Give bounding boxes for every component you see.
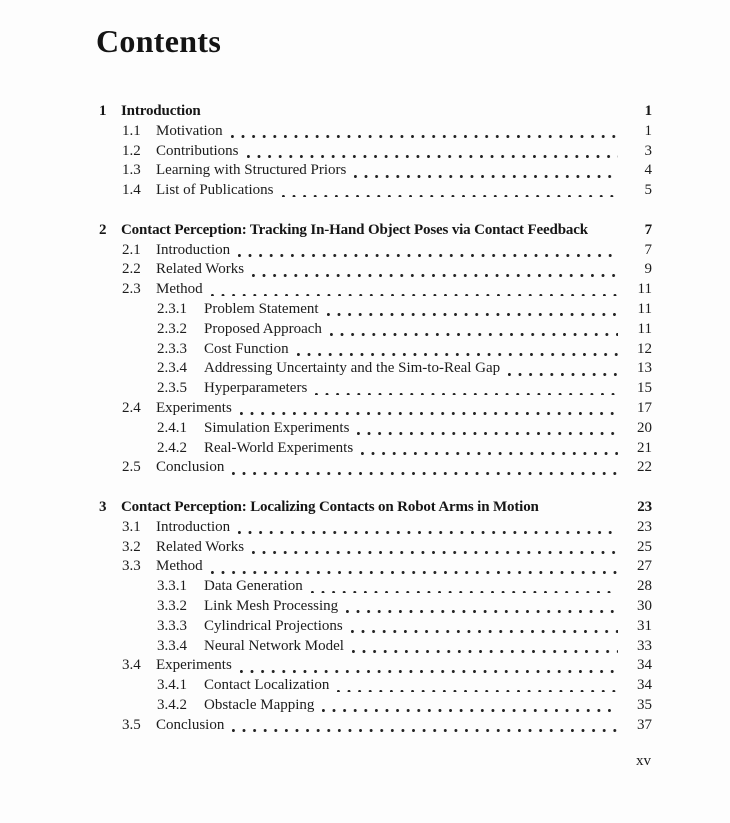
toc-chapter-heading-row <box>99 102 652 122</box>
toc-entry-row <box>99 637 652 657</box>
entry-number: 3.3.2 <box>157 597 187 614</box>
entry-title: Hyperparameters <box>204 380 308 397</box>
entry-page-number: 31 <box>637 617 652 634</box>
dot-leader <box>238 531 618 534</box>
entry-title: Real-World Experiments <box>204 439 354 456</box>
toc-chapter-heading-row <box>99 221 652 241</box>
entry-title: Data Generation <box>204 578 303 595</box>
entry-title: Conclusion <box>156 716 225 733</box>
toc-chapter-2 <box>99 221 652 478</box>
toc-entry-row <box>99 538 652 558</box>
toc-entry-row <box>99 340 652 360</box>
dot-leader <box>315 393 618 396</box>
entry-page-number: 30 <box>637 597 652 614</box>
toc-entry-row <box>99 399 652 419</box>
entry-page-number: 37 <box>637 716 652 733</box>
toc-entry-row <box>99 359 652 379</box>
entry-page-number: 22 <box>637 459 652 476</box>
entry-number: 2.3.4 <box>157 360 187 377</box>
entry-page-number: 9 <box>644 261 652 278</box>
dot-leader <box>240 412 618 415</box>
dot-leader <box>252 551 618 554</box>
toc-entry-row <box>99 161 652 181</box>
entry-page-number: 1 <box>644 122 652 139</box>
toc-entry-row <box>99 439 652 459</box>
entry-page-number: 35 <box>637 696 652 713</box>
entry-title: Related Works <box>156 261 245 278</box>
entry-title: Cylindrical Projections <box>204 617 343 634</box>
dot-leader <box>330 333 618 336</box>
chapter-title: Contact Perception: Tracking In-Hand Object Poses via Contact Feedback <box>121 221 588 238</box>
entry-number: 3.1 <box>122 518 141 535</box>
dot-leader <box>240 670 618 673</box>
entry-title: Experiments <box>156 399 232 416</box>
entry-title: Contact Localization <box>204 677 330 694</box>
entry-page-number: 13 <box>637 360 652 377</box>
chapter-number: 1 <box>99 103 107 119</box>
entry-title: Obstacle Mapping <box>204 696 315 713</box>
entry-number: 3.3.1 <box>157 578 187 595</box>
entry-title: Problem Statement <box>204 300 319 317</box>
entry-title: Learning with Structured Priors <box>156 162 347 179</box>
entry-number: 2.3.1 <box>157 300 187 317</box>
entry-number: 2.5 <box>122 459 141 476</box>
toc-entry-row <box>99 458 652 478</box>
entry-title: Simulation Experiments <box>204 419 350 436</box>
dot-leader <box>346 610 618 613</box>
entry-title: Contributions <box>156 142 239 159</box>
toc-entry-row <box>99 676 652 696</box>
dot-leader <box>311 591 618 594</box>
toc-entry-row <box>99 280 652 300</box>
entry-number: 2.3 <box>122 281 141 298</box>
entry-number: 2.4.1 <box>157 419 187 436</box>
entry-page-number: 34 <box>637 677 652 694</box>
toc-chapter-3 <box>99 498 652 736</box>
dot-leader <box>361 452 618 455</box>
entry-number: 1.4 <box>122 182 141 199</box>
entry-title: List of Publications <box>156 182 274 199</box>
entry-page-number: 28 <box>637 578 652 595</box>
toc-chapter-1 <box>99 102 652 201</box>
toc-entry-row <box>99 181 652 201</box>
toc-entry-row <box>99 379 652 399</box>
toc-entry-row <box>99 617 652 637</box>
entry-number: 3.4.2 <box>157 696 187 713</box>
entry-number: 3.3.3 <box>157 617 187 634</box>
entry-page-number: 11 <box>637 300 652 317</box>
toc-entry-row <box>99 241 652 261</box>
entry-page-number: 12 <box>637 340 652 357</box>
entry-number: 3.4 <box>122 657 141 674</box>
entry-number: 3.2 <box>122 538 141 555</box>
entry-title: Cost Function <box>204 340 289 357</box>
entry-page-number: 27 <box>637 558 652 575</box>
toc-entry-row <box>99 696 652 716</box>
dot-leader <box>211 294 618 297</box>
entry-page-number: 21 <box>637 439 652 456</box>
entry-number: 2.4 <box>122 399 141 416</box>
toc-entry-row <box>99 656 652 676</box>
toc-entry-row <box>99 300 652 320</box>
entry-page-number: 25 <box>637 538 652 555</box>
chapter-page-number: 7 <box>644 221 652 238</box>
dot-leader <box>352 650 618 653</box>
toc-entry-row <box>99 577 652 597</box>
toc-entry-row <box>99 260 652 280</box>
entry-title: Introduction <box>156 518 231 535</box>
entry-page-number: 15 <box>637 380 652 397</box>
entry-page-number: 20 <box>637 419 652 436</box>
chapter-title: Introduction <box>121 103 201 119</box>
entry-title: Neural Network Model <box>204 637 344 654</box>
dot-leader <box>508 373 618 376</box>
dot-leader <box>247 155 618 158</box>
folio-page-number: xv <box>636 753 651 769</box>
toc-entry-row <box>99 142 652 162</box>
entry-number: 1.3 <box>122 162 141 179</box>
entry-number: 2.3.2 <box>157 320 187 337</box>
entry-page-number: 5 <box>644 182 652 199</box>
toc-entry-row <box>99 419 652 439</box>
dot-leader <box>211 571 618 574</box>
entry-number: 1.2 <box>122 142 141 159</box>
dot-leader <box>282 195 619 198</box>
chapter-page-number: 23 <box>637 498 652 515</box>
entry-page-number: 11 <box>637 320 652 337</box>
dot-leader <box>232 472 618 475</box>
dot-leader <box>252 274 618 277</box>
entry-page-number: 7 <box>644 241 652 258</box>
toc-entry-row <box>99 557 652 577</box>
entry-title: Method <box>156 558 203 575</box>
entry-title: Addressing Uncertainty and the Sim-to-Real Gap <box>204 360 501 377</box>
entry-page-number: 4 <box>644 162 652 179</box>
dot-leader <box>322 709 618 712</box>
entry-number: 2.4.2 <box>157 439 187 456</box>
toc-entry-row <box>99 122 652 142</box>
entry-title: Introduction <box>156 241 231 258</box>
entry-title: Experiments <box>156 657 232 674</box>
entry-number: 3.3 <box>122 558 141 575</box>
toc-entry-row <box>99 716 652 736</box>
entry-page-number: 33 <box>637 637 652 654</box>
toc-entry-row <box>99 320 652 340</box>
entry-number: 2.1 <box>122 241 141 258</box>
chapter-title: Contact Perception: Localizing Contacts on Robot Arms in Motion <box>121 498 539 515</box>
dot-leader <box>327 313 618 316</box>
dot-leader <box>354 175 618 178</box>
toc <box>99 102 652 736</box>
entry-page-number: 34 <box>637 657 652 674</box>
entry-page-number: 11 <box>637 281 652 298</box>
toc-entry-row <box>99 597 652 617</box>
dot-leader <box>231 135 618 138</box>
dot-leader <box>357 432 618 435</box>
entry-number: 2.3.5 <box>157 380 187 397</box>
entry-number: 2.2 <box>122 261 141 278</box>
chapter-number: 3 <box>99 498 107 515</box>
toc-chapter-heading-row <box>99 498 652 518</box>
entry-page-number: 3 <box>644 142 652 159</box>
entry-page-number: 17 <box>637 399 652 416</box>
entry-number: 1.1 <box>122 122 141 139</box>
entry-title: Method <box>156 281 203 298</box>
entry-page-number: 23 <box>637 518 652 535</box>
entry-title: Motivation <box>156 122 223 139</box>
dot-leader <box>232 729 618 732</box>
dot-leader <box>297 353 618 356</box>
entry-number: 2.3.3 <box>157 340 187 357</box>
dot-leader <box>351 630 618 633</box>
entry-number: 3.5 <box>122 716 141 733</box>
entry-number: 3.3.4 <box>157 637 187 654</box>
entry-title: Proposed Approach <box>204 320 322 337</box>
page-title: Contents <box>96 23 222 59</box>
entry-number: 3.4.1 <box>157 677 187 694</box>
entry-title: Link Mesh Processing <box>204 597 339 614</box>
dot-leader <box>337 690 618 693</box>
chapter-page-number: 1 <box>644 103 652 119</box>
entry-title: Related Works <box>156 538 245 555</box>
dot-leader <box>238 254 618 257</box>
entry-title: Conclusion <box>156 459 225 476</box>
toc-entry-row <box>99 518 652 538</box>
chapter-number: 2 <box>99 221 107 238</box>
